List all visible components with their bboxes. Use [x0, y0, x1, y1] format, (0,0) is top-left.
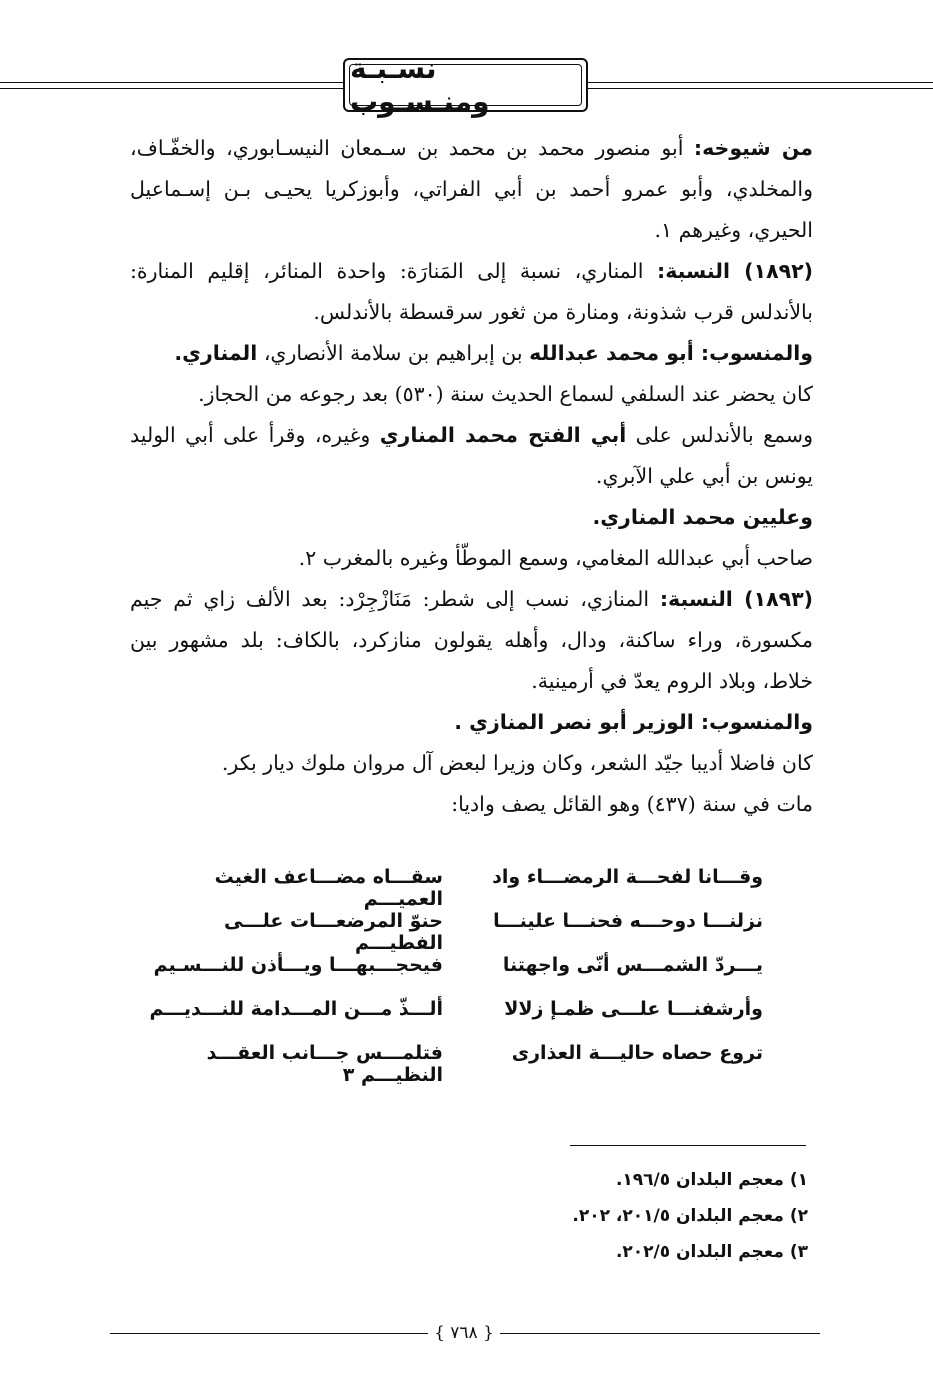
verse-first-half: وقـــانا لفحـــة الرمضـــاء واد [492, 866, 763, 888]
header-rule-left-2 [0, 88, 343, 89]
body-text [130, 128, 813, 825]
para-text: أبو منصور محمد بن محمد بن سـمعان النيسـابوري، والخفّـاف، والمخلدي، وأبو عمرو أحمد بن أبي الفراتي، وأبوزكريا يحيـى بـن إسـماعيل الحيري، وغيرهم ١. [130, 136, 813, 242]
footnote-3: ٣) معجم البلدان ٢٠٢/٥. [615, 1242, 808, 1262]
footer-rule-left [110, 1333, 428, 1334]
page-number [428, 1318, 500, 1348]
paragraph-andalus [130, 415, 813, 497]
poem [130, 866, 813, 1086]
paragraph-illiyin [130, 497, 813, 538]
header-rule-left [0, 82, 343, 83]
para-text-2: وغيره، وقرأ على أبي الوليد يونس بن أبي علي الآبري. [130, 423, 813, 488]
paragraph-1892 [130, 251, 813, 333]
footnote-divider [570, 1145, 806, 1146]
header-rule-right [588, 82, 933, 83]
verse-second-half: ألـــذّ مـــن المـــدامة للنـــديـــم [149, 998, 443, 1020]
verse-first-half: تروع حصاه حاليـــة العذارى [511, 1042, 763, 1064]
para-text: مات في سنة (٤٣٧) وهو القائل يصف واديا: [451, 792, 813, 816]
para-text: بن إبراهيم بن سلامة الأنصاري، [257, 341, 530, 365]
verse-first-half: يـــردّ الشمـــس أنّى واجهتنا [502, 954, 763, 976]
poem-verse [130, 954, 813, 998]
para-lead: والمنسوب: الوزير أبو نصر المنازي . [454, 710, 813, 734]
para-lead: والمنسوب: أبو محمد عبدالله [529, 341, 813, 365]
verse-second-half: حنوّ المرضعـــات علـــى الفطيـــم [223, 910, 443, 954]
para-lead: (١٨٩٢) النسبة: [657, 259, 813, 283]
paragraph-mat [130, 784, 813, 825]
paragraph-silafi [130, 374, 813, 415]
verse-second-half: فيحجـــبهـــا ويـــأذن للنـــسـيم [153, 954, 443, 976]
para-text: المنازي، نسب إلى شطر: مَنَازْجِرْد: بعد الألف زاي ثم جيم مكسورة، وراء ساكنة، ودال، وأهله يقولون منازكرد، بالكاف: بلد مشهور بين خلاط، وبلاد الروم يعدّ في أرمينية. [130, 587, 813, 693]
footnote-2: ٢) معجم البلدان ٢٠١/٥، ٢٠٢. [572, 1206, 808, 1226]
header-title: نسـبـة ومنـسـوب [349, 64, 582, 106]
poem-verse [130, 998, 813, 1042]
footnotes [572, 1162, 808, 1270]
page-footer [0, 1318, 933, 1348]
header-rule-right-2 [588, 88, 933, 89]
paragraph-fadil [130, 743, 813, 784]
paragraph-mansub-1 [130, 333, 813, 374]
para-lead: وعليين محمد المناري. [592, 505, 813, 529]
footer-rule-right [500, 1333, 820, 1334]
poem-verse [130, 910, 813, 954]
para-text: صاحب أبي عبدالله المغامي، وسمع الموطّأ وغيره بالمغرب ٢. [298, 546, 813, 570]
poem-verse [130, 1042, 813, 1086]
verse-second-half: فتلمـــس جـــانب العقـــد النظيـــم ٣ [206, 1042, 443, 1086]
para-lead: من شيوخه: [693, 136, 813, 160]
brace-open-icon: { [434, 1323, 445, 1343]
paragraph-mansub-2 [130, 702, 813, 743]
paragraph-maghami [130, 538, 813, 579]
paragraph-shuyukh [130, 128, 813, 251]
para-text: وسمع بالأندلس على [626, 423, 813, 447]
para-text: كان فاضلا أديبا جيّد الشعر، وكان وزيرا لبعض آل مروان ملوك ديار بكر. [221, 751, 813, 775]
para-lead: (١٨٩٣) النسبة: [659, 587, 813, 611]
page-header [0, 52, 933, 118]
verse-first-half: نزلنـــا دوحـــه فحنـــا علينـــا [493, 910, 763, 932]
para-tail: المناري. [174, 341, 258, 365]
paragraph-1893 [130, 579, 813, 702]
para-mid: أبي الفتح محمد المناري [379, 423, 627, 447]
verse-first-half: وأرشفنـــا علـــى ظمـإ زلالا [504, 998, 763, 1020]
brace-close-icon: } [483, 1323, 494, 1343]
para-text: كان يحضر عند السلفي لسماع الحديث سنة (٥٣٠) بعد رجوعه من الحجاز. [198, 382, 813, 406]
page-number-text: ٧٦٨ [450, 1323, 478, 1343]
header-frame [343, 52, 588, 118]
footnote-1: ١) معجم البلدان ١٩٦/٥. [615, 1170, 808, 1190]
verse-second-half: سقـــاه مضـــاعف الغيث العميـــم [214, 866, 443, 910]
poem-verse [130, 866, 813, 910]
para-text: المناري، نسبة إلى المَنارَة: واحدة المنائر، إقليم المنارة: بالأندلس قرب شذونة، ومنارة من ثغور سرقسطة بالأندلس. [130, 259, 813, 324]
